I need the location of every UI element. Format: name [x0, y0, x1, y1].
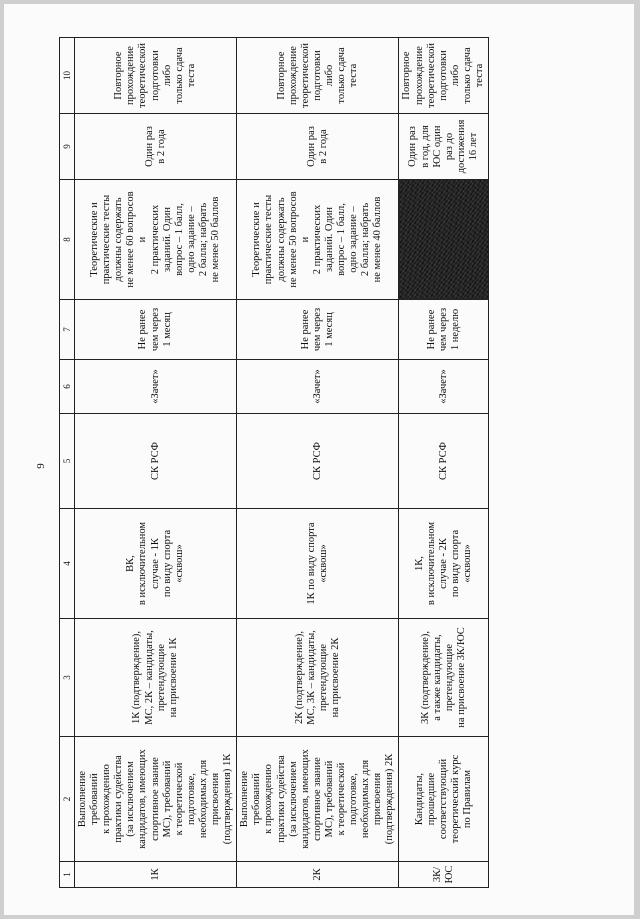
header-cell-2: 2: [60, 737, 75, 862]
requirements-cell: Кандидаты, прошедшие соответствующий теоретический курс по Правилам: [399, 737, 489, 862]
category-cell: 1К: [75, 862, 237, 888]
category-cell: 3К/ЮС: [399, 862, 489, 888]
retake-conditions-cell: Повторное прохождение теоретической подготовки либо только сдача теста: [75, 38, 237, 114]
requirements-cell: Выполнение требований к прохождению практики судейства (за исключением кандидатов, имеющих спортивное звание МС), требований к теоретической подготовке, необходимых для присвоения (подтверждения) 2К: [237, 737, 399, 862]
organizer-cell: СК РСФ: [75, 414, 237, 509]
document-page: [4, 4, 634, 915]
test-content-cell: Теоретические и практические тесты должны содержать не менее 60 вопросов и 2 практических заданий. Один вопрос – 1 балл, одно задание – 2 балла; набрать не менее 50 баллов: [75, 180, 237, 300]
candidates-cell: 3К (подтверждение), а также кандидаты, претендующие на присвоение 3К/ЮС: [399, 619, 489, 737]
test-content-cell: Теоретические и практические тесты должны содержать не менее 50 вопросов и 2 практических заданий. Один вопрос – 1 балл, одно задание – 2 балла; набрать не менее 40 баллов: [237, 180, 399, 300]
frequency-cell: Один раз в 2 года: [237, 114, 399, 180]
table-row: [237, 38, 399, 888]
header-row: [60, 38, 75, 888]
header-cell-3: 3: [60, 619, 75, 737]
table-row: [399, 38, 489, 888]
organizer-cell: СК РСФ: [237, 414, 399, 509]
header-cell-10: 10: [60, 38, 75, 114]
retake-period-cell: Не ранее чем через 1 неделю: [399, 300, 489, 360]
frequency-cell: Один раз в год, для ЮС один раз до достижения 16 лет: [399, 114, 489, 180]
header-cell-5: 5: [60, 414, 75, 509]
category-cell: 2К: [237, 862, 399, 888]
candidates-cell: 1К (подтверждение), МС, 2К – кандидаты, претендующие на присвоение 1К: [75, 619, 237, 737]
examiner-cell: 1К, в исключительном случае - 2К по виду спорта «сквош»: [399, 509, 489, 619]
header-cell-4: 4: [60, 509, 75, 619]
organizer-cell: СК РСФ: [399, 414, 489, 509]
retake-conditions-cell: Повторное прохождение теоретической подготовки либо только сдача теста: [399, 38, 489, 114]
header-cell-8: 8: [60, 180, 75, 300]
result-cell: «Зачет»: [75, 360, 237, 414]
header-cell-7: 7: [60, 300, 75, 360]
result-cell: «Зачет»: [237, 360, 399, 414]
frequency-cell: Один раз в 2 года: [75, 114, 237, 180]
retake-period-cell: Не ранее чем через 1 месяц: [75, 300, 237, 360]
examiner-cell: 1К по виду спорта «сквош»: [237, 509, 399, 619]
rotated-table-container: [59, 38, 489, 888]
page-number: 9: [34, 463, 47, 469]
requirements-table: [59, 37, 489, 888]
candidates-cell: 2К (подтверждение), МС, 3К – кандидаты, претендующие на присвоение 2К: [237, 619, 399, 737]
retake-conditions-cell: Повторное прохождение теоретической подготовки либо только сдача теста: [237, 38, 399, 114]
result-cell: «Зачет»: [399, 360, 489, 414]
requirements-cell: Выполнение требований к прохождению практики судейства (за исключением кандидатов, имеющих спортивное звание МС), требований к теоретической подготовке, необходимых для присвоения (подтверждения) 1К: [75, 737, 237, 862]
retake-period-cell: Не ранее чем через 1 месяц: [237, 300, 399, 360]
table-wrapper: [59, 38, 489, 888]
examiner-cell: ВК, в исключительном случае - 1К по виду спорта «сквош»: [75, 509, 237, 619]
header-cell-6: 6: [60, 360, 75, 414]
header-cell-9: 9: [60, 114, 75, 180]
header-cell-1: 1: [60, 862, 75, 888]
redacted-cell: [399, 180, 489, 300]
table-row: [75, 38, 237, 888]
